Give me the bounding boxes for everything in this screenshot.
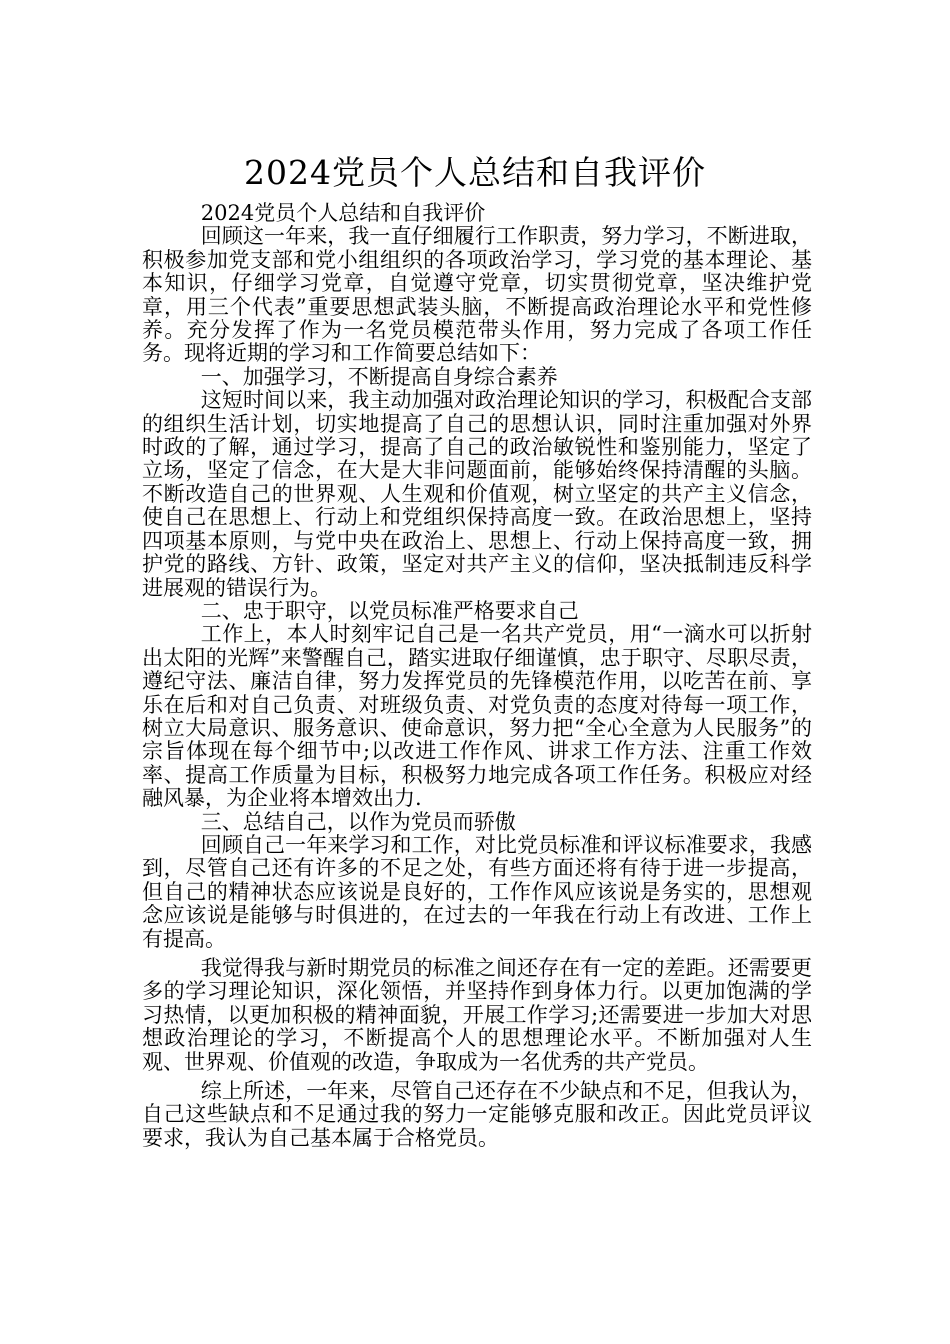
document-body [142, 202, 812, 1150]
document-title: 2024党员个人总结和自我评价 [244, 153, 706, 193]
section-3-paragraph: 回顾自己一年来学习和工作，对比党员标准和评议标准要求，我感到，尽管自己还有许多的不足之处，有些方面还将有待于进一步提高，但自己的精神状态应该说是良好的，工作作风应该说是务实的，思想观念应该说是能够与时俱进的，在过去的一年我在行动上有改进、工作上有提高。 [142, 832, 812, 951]
conclusion-paragraph: 综上所述，一年来，尽管自己还存在不少缺点和不足，但我认为，自己这些缺点和不足通过我的努力一定能够克服和改正。因此党员评议要求，我认为自己基本属于合格党员。 [142, 1079, 812, 1150]
section-heading-3: 三、总结自己，以作为党员而骄傲 [200, 809, 516, 834]
section-heading-2: 二、忠于职守，以党员标准严格要求自己 [200, 598, 579, 623]
section-heading-1: 一、加强学习，不断提高自身综合素养 [200, 364, 558, 389]
subtitle-line: 2024党员个人总结和自我评价 [200, 201, 486, 225]
section-1-paragraph: 这短时间以来，我主动加强对政治理论知识的学习，积极配合支部的组织生活计划，切实地提高了自己的思想认识，同时注重加强对外界时政的了解，通过学习，提高了自己的政治敏锐性和鉴别能力，坚定了立场，坚定了信念，在大是大非问题面前，能够始终保持清醒的头脑。不断改造自己的世界观、人生观和价值观，树立坚定的共产主义信念，使自己在思想上、行动上和党组织保持高度一致。在政治思想上，坚持四项基本原则，与党中央在政治上、思想上、行动上保持高度一致，拥护党的路线、方针、政策，坚定对共产主义的信仰，坚决抵制违反科学进展观的错误行为。 [142, 388, 812, 600]
intro-paragraph: 回顾这一年来，我一直仔细履行工作职责，努力学习，不断进取，积极参加党支部和党小组组织的各项政治学习，学习党的基本理论、基本知识，仔细学习党章，自觉遵守党章，切实贯彻党章，坚决维护党章，用三个代表”重要思想武装头脑，不断提高政治理论水平和党性修养。充分发挥了作为一名党员模范带头作用，努力完成了各项工作任务。现将近期的学习和工作简要总结如下： [142, 224, 812, 366]
improvement-paragraph: 我觉得我与新时期党员的标准之间还存在有一定的差距。还需要更多的学习理论知识，深化领悟，并坚持作到身体力行。以更加饱满的学习热情，以更加积极的精神面貌，开展工作学习;还需要进一步加大对思想政治理论的学习，不断提高个人的思想理论水平。不断加强对人生观、世界观、价值观的改造，争取成为一名优秀的共产党员。 [142, 956, 812, 1074]
section-2-paragraph: 工作上，本人时刻牢记自己是一名共产党员，用“一滴水可以折射出太阳的光辉”来警醒自己，踏实进取仔细谨慎，忠于职守、尽职尽责，遵纪守法、廉洁自律，努力发挥党员的先锋模范作用，以吃苦在前、享乐在后和对自己负责、对班级负责、对党负责的态度对待每一项工作，树立大局意识、服务意识、使命意识，努力把“全心全意为人民服务”的宗旨体现在每个细节中;以改进工作作风、讲求工作方法、注重工作效率、提高工作质量为目标，积极努力地完成各项工作任务。积极应对经融风暴，为企业将本增效出力. [142, 622, 812, 811]
